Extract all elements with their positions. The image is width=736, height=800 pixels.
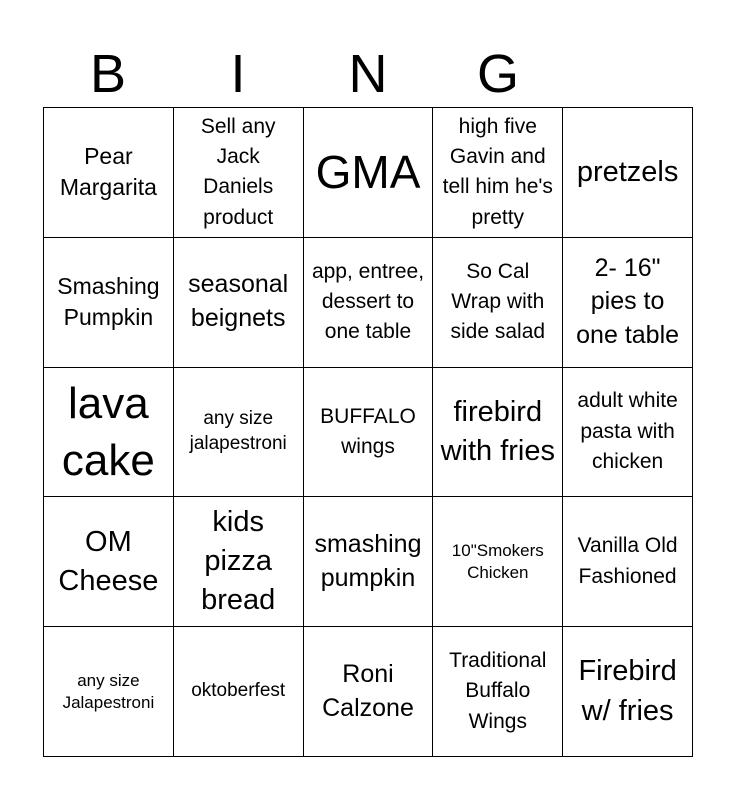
bingo-cell[interactable]: smashing pumpkin xyxy=(304,497,434,627)
header-letter-g: G xyxy=(476,44,519,104)
bingo-cell[interactable]: 10"Smokers Chicken xyxy=(433,497,563,627)
bingo-cell[interactable]: any size Jalapestroni xyxy=(44,627,174,757)
bingo-cell[interactable]: Roni Calzone xyxy=(304,627,434,757)
header-letter-b: B xyxy=(89,44,127,104)
bingo-cell[interactable]: GMA xyxy=(304,108,434,238)
bingo-cell[interactable]: Sell any Jack Daniels product xyxy=(174,108,304,238)
bingo-cell[interactable]: firebird with fries xyxy=(433,368,563,498)
bingo-cell[interactable]: app, entree, dessert to one table xyxy=(304,238,434,368)
bingo-cell[interactable]: BUFFALO wings xyxy=(304,368,434,498)
bingo-cell[interactable]: Pear Margarita xyxy=(44,108,174,238)
bingo-cell[interactable]: So Cal Wrap with side salad xyxy=(433,238,563,368)
bingo-cell[interactable]: seasonal beignets xyxy=(174,238,304,368)
header-letter-i: I xyxy=(230,44,246,104)
bingo-cell[interactable]: kids pizza bread xyxy=(174,497,304,627)
bingo-cell[interactable]: adult white pasta with chicken xyxy=(563,368,693,498)
bingo-cell[interactable]: pretzels xyxy=(563,108,693,238)
bingo-cell[interactable]: Smashing Pumpkin xyxy=(44,238,174,368)
bingo-board xyxy=(43,107,693,757)
header-letter-n: N xyxy=(348,44,388,104)
bingo-cell[interactable]: high five Gavin and tell him he's pretty xyxy=(433,108,563,238)
bingo-cell[interactable]: Traditional Buffalo Wings xyxy=(433,627,563,757)
bingo-cell[interactable]: OM Cheese xyxy=(44,497,174,627)
bingo-cell[interactable]: lava cake xyxy=(44,368,174,498)
bingo-header xyxy=(43,44,693,104)
bingo-cell[interactable]: Vanilla Old Fashioned xyxy=(563,497,693,627)
bingo-cell[interactable]: any size jalapestroni xyxy=(174,368,304,498)
bingo-cell[interactable]: 2- 16" pies to one table xyxy=(563,238,693,368)
bingo-cell[interactable]: oktoberfest xyxy=(174,627,304,757)
bingo-cell[interactable]: Firebird w/ fries xyxy=(563,627,693,757)
